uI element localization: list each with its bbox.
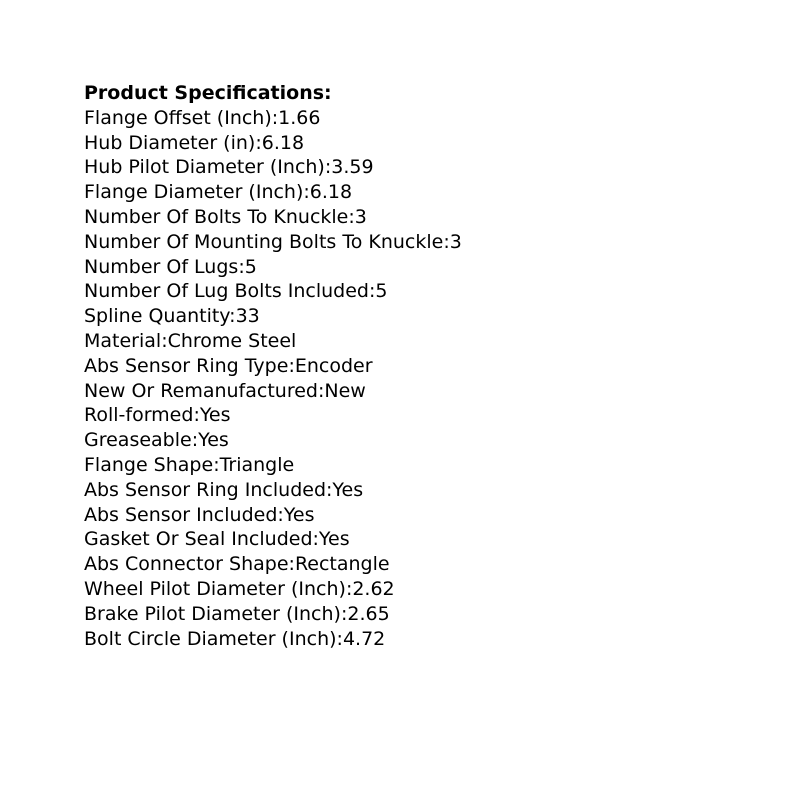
spec-value: Yes [318,528,350,551]
spec-row [84,304,784,329]
spec-label: Number Of Lug Bolts Included [84,280,369,303]
spec-separator: : [271,106,279,129]
spec-separator: : [238,255,245,278]
spec-separator: : [193,404,200,427]
spec-label: Abs Connector Shape [84,553,289,576]
spec-separator: : [326,478,333,501]
spec-value: 5 [375,280,388,303]
spec-value: 33 [235,305,260,328]
spec-label: Spline Quantity [84,305,230,328]
spec-separator: : [345,577,353,600]
spec-value: New [324,379,366,402]
spec-separator: : [303,181,310,204]
spec-value: Yes [332,478,364,501]
spec-value: 2.62 [352,577,395,600]
spec-separator: : [348,205,355,228]
spec-separator: : [288,553,295,576]
spec-row [84,180,784,205]
spec-separator: : [277,503,284,526]
spec-value: 6.18 [261,131,305,154]
spec-value: 5 [244,255,257,278]
spec-separator: : [340,602,348,625]
spec-list [84,106,784,652]
spec-row [84,106,784,131]
spec-value: 3 [354,205,367,228]
spec-value: Encoder [294,354,373,377]
spec-row [84,279,784,304]
spec-row [84,255,784,280]
spec-separator: : [161,329,168,352]
spec-label: Number Of Lugs [84,255,239,278]
spec-value: Yes [283,503,315,526]
spec-row [84,379,784,404]
spec-separator: : [324,156,332,179]
spec-value: Yes [199,404,231,427]
spec-value: 4.72 [342,627,386,650]
spec-row [84,453,784,478]
spec-row [84,552,784,577]
spec-value: Yes [198,429,229,452]
spec-value: 6.18 [309,181,353,204]
spec-separator: : [369,280,376,303]
spec-separator: : [255,131,262,154]
spec-label: Hub Pilot Diameter (Inch) [84,156,325,179]
spec-label: Abs Sensor Included [84,503,278,526]
spec-row [84,354,784,379]
spec-separator: : [317,379,325,402]
spec-row [84,155,784,180]
spec-separator: : [336,627,343,650]
spec-row [84,329,784,354]
spec-label: Number Of Mounting Bolts To Knuckle [84,230,444,253]
spec-value: Rectangle [294,553,390,576]
spec-row [84,205,784,230]
spec-row [84,577,784,602]
spec-value: 3.59 [331,156,374,179]
spec-label: Flange Shape [84,453,214,476]
spec-label: Hub Diameter (in) [84,131,256,154]
spec-separator: : [288,354,295,377]
spec-row [84,602,784,627]
spec-row [84,503,784,528]
spec-label: Abs Sensor Ring Type [84,354,289,377]
spec-label: Material [84,329,162,352]
spec-label: Gasket Or Seal Included [84,528,313,551]
spec-row [84,428,784,453]
spec-separator: : [213,453,220,476]
spec-separator: : [312,528,319,551]
spec-value: Triangle [219,453,295,476]
spec-separator: : [191,429,199,452]
spec-row [84,230,784,255]
spec-value: 1.66 [278,106,321,129]
spec-separator: : [443,230,450,253]
spec-label: Brake Pilot Diameter (Inch) [84,602,341,625]
spec-row [84,131,784,156]
spec-separator: : [229,305,236,328]
spec-label: Wheel Pilot Diameter (Inch) [84,577,346,600]
spec-row [84,627,784,652]
product-specifications [84,81,784,651]
spec-label: Flange Diameter (Inch) [84,181,304,204]
spec-title: Product Specifications: [84,82,332,104]
spec-label: Number Of Bolts To Knuckle [84,205,349,228]
spec-label: Greaseable [84,429,192,452]
spec-label: New Or Remanufactured [84,379,318,402]
spec-value: 3 [449,230,462,253]
spec-row [84,403,784,428]
spec-label: Flange Offset (Inch) [84,106,272,129]
spec-row [84,478,784,503]
spec-label: Roll-formed [84,404,194,427]
spec-label: Bolt Circle Diameter (Inch) [84,627,337,650]
spec-row [84,527,784,552]
spec-value: Chrome Steel [167,329,297,352]
spec-label: Abs Sensor Ring Included [84,478,327,501]
spec-value: 2.65 [347,602,390,625]
